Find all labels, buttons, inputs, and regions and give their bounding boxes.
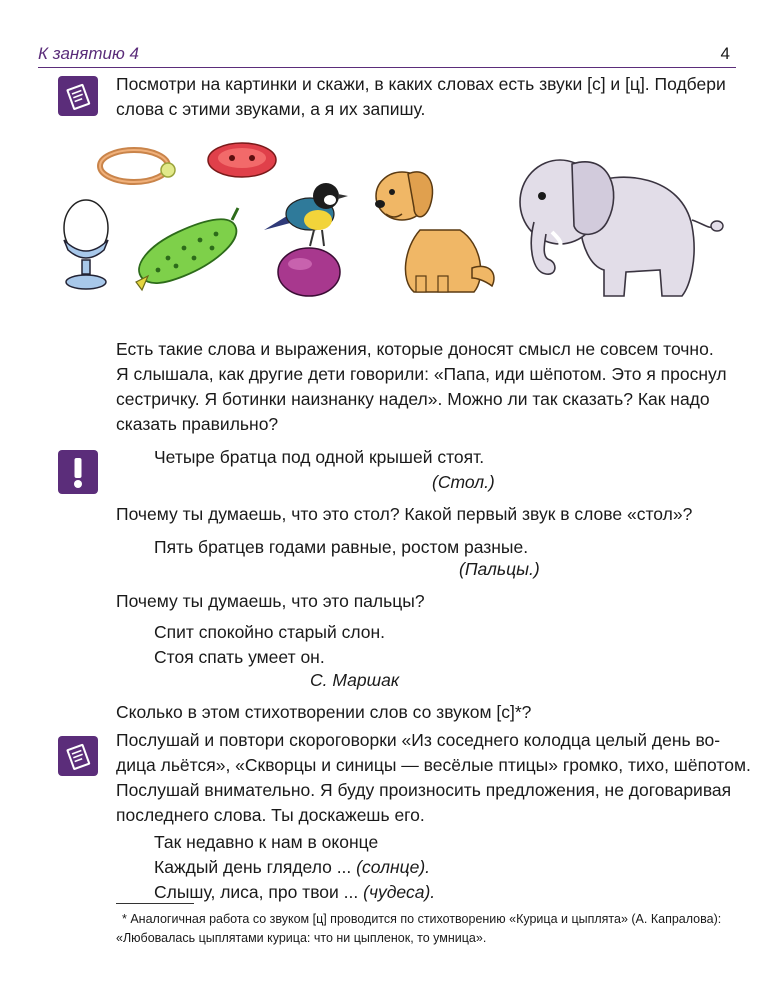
riddle-1-answer: (Стол.) <box>432 472 495 492</box>
text-line: сестричку. Я ботинки наизнанку надел». Можно ли так сказать? Как надо <box>116 389 710 409</box>
lesson-header-title: К занятию 4 <box>38 44 139 63</box>
verse-line: Так недавно к нам в оконце <box>154 832 379 852</box>
riddle-1-text: Четыре братца под одной крышей стоят. <box>154 447 485 467</box>
verse-answer: (солнце). <box>356 857 431 877</box>
verse-line-text: Каждый день глядело ... <box>154 857 357 877</box>
text-line: слова с этими звуками, а я их запишу. <box>116 99 426 119</box>
text-line: последнего слова. Ты доскажешь его. <box>116 805 425 825</box>
bird-picture <box>260 172 352 252</box>
task2-instructions <box>116 728 751 828</box>
footnote <box>116 910 736 948</box>
text-line: Я слышала, как другие дети говорили: «Папа, иди шёпотом. Это я проснул <box>116 364 727 384</box>
text-line: дица льётся», «Скворцы и синицы — весёлые птицы» громко, тихо, шёпотом. <box>116 755 751 775</box>
text-line: Послушай и повтори скороговорки «Из соседнего колодца целый день во- <box>116 730 721 750</box>
verse-line <box>154 880 435 905</box>
book-icon <box>58 736 98 776</box>
verse <box>154 830 435 905</box>
verse-answer: (чудеса). <box>363 882 436 902</box>
riddle-2-text: Пять братцев годами равные, ростом разные. <box>154 537 529 557</box>
plum-picture <box>274 242 344 300</box>
pictures-row <box>48 130 728 305</box>
footnote-divider <box>116 903 194 904</box>
footnote-line: * Аналогичная работа со звуком [ц] проводится по стихотворению «Курица и цыплята» (А. Капралова): <box>122 912 722 926</box>
elephant-picture <box>512 146 726 302</box>
text-line: сказать правильно? <box>116 414 279 434</box>
question-2: Почему ты думаешь, что это пальцы? <box>116 591 425 611</box>
header-divider <box>38 67 736 68</box>
text-line: Послушай внимательно. Я буду произносить предложения, не договаривая <box>116 780 732 800</box>
exclamation-icon <box>58 450 98 494</box>
text-line: Есть такие слова и выражения, которые доносят смысл не совсем точно. <box>116 339 714 359</box>
egg-picture <box>54 198 118 298</box>
verse-line-text: Слышу, лиса, про твои ... <box>154 882 364 902</box>
puppy-picture <box>364 160 504 300</box>
question-3: Сколько в этом стихотворении слов со звуком [с]*? <box>116 702 532 722</box>
verse-line <box>154 855 435 880</box>
poem-line: Стоя спать умеет он. <box>154 647 325 667</box>
riddle-2-answer: (Пальцы.) <box>459 559 540 579</box>
poem <box>154 620 385 670</box>
ring-picture <box>96 142 186 192</box>
question-1: Почему ты думаешь, что это стол? Какой первый звук в слове «стол»? <box>116 504 693 524</box>
poem-author: С. Маршак <box>310 670 400 690</box>
cucumber-picture <box>128 206 248 298</box>
poem-line: Спит спокойно старый слон. <box>154 622 386 642</box>
task1-instructions <box>116 72 726 122</box>
text-line: Посмотри на картинки и скажи, в каких словах есть звуки [с] и [ц]. Подбери <box>116 74 726 94</box>
book-icon <box>58 76 98 116</box>
footnote-line: «Любовалась цыплятами курица: что ни цыпленок, то умница». <box>116 931 487 945</box>
expressions-paragraph <box>116 337 727 437</box>
page-number: 4 <box>720 44 730 63</box>
